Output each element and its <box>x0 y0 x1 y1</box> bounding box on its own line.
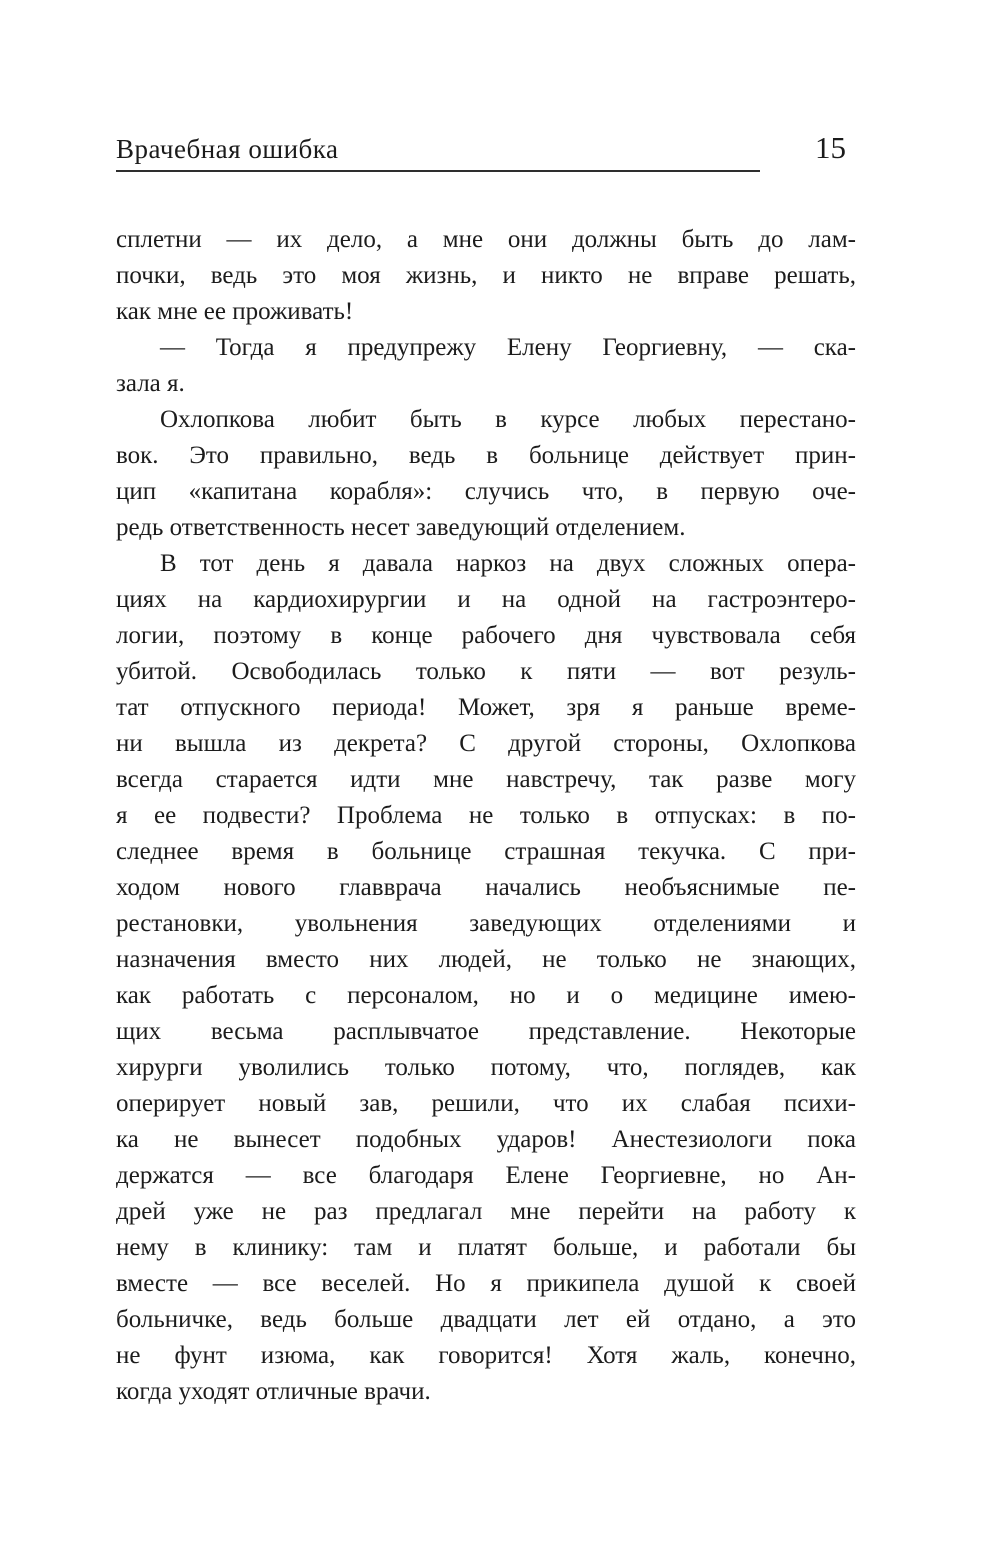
paragraph <box>116 222 856 330</box>
text-line: я ее подвести? Проблема не только в отпусках: в по- <box>116 802 856 829</box>
paragraph <box>116 330 856 402</box>
text-line: ни вышла из декрета? С другой стороны, Охлопкова <box>116 730 856 757</box>
text-line: ходом нового главврача начались необъяснимые пе- <box>116 874 856 901</box>
text-line: как работать с персоналом, но и о медицине имею- <box>116 982 856 1009</box>
text-line: не фунт изюма, как говорится! Хотя жаль, конечно, <box>116 1342 856 1369</box>
text-line: тат отпускного периода! Может, зря я раньше време- <box>116 694 856 721</box>
text-line: логии, поэтому в конце рабочего дня чувствовала себя <box>116 622 856 649</box>
text-line: следнее время в больнице страшная текучка. С при- <box>116 838 856 865</box>
text-line: всегда старается идти мне навстречу, так разве могу <box>116 766 856 793</box>
text-line: рестановки, увольнения заведующих отделениями и <box>116 910 856 937</box>
text-line: хирурги уволились только потому, что, поглядев, как <box>116 1054 856 1081</box>
text-line: щих весьма расплывчатое представление. Некоторые <box>116 1018 856 1045</box>
text-line: когда уходят отличные врачи. <box>116 1378 431 1405</box>
text-line: — Тогда я предупрежу Елену Георгиевну, — ска- <box>160 334 856 361</box>
text-line: нему в клинику: там и платят больше, и работали бы <box>116 1234 856 1261</box>
text-line: оперирует новый зав, решили, что их слабая психи- <box>116 1090 856 1117</box>
text-block <box>116 222 856 1410</box>
text-line: как мне ее проживать! <box>116 298 354 325</box>
text-line: вок. Это правильно, ведь в больнице действует прин- <box>116 442 856 469</box>
text-line: вместе — все веселей. Но я прикипела душой к своей <box>116 1270 856 1297</box>
paragraph <box>116 402 856 546</box>
text-line: цип «капитана корабля»: случись что, в первую оче- <box>116 478 856 505</box>
paragraph <box>116 546 856 1410</box>
text-line: Охлопкова любит быть в курсе любых перестано- <box>160 406 856 433</box>
running-title: Врачебная ошибка <box>116 134 339 164</box>
text-line: убитой. Освободилась только к пяти — вот резуль- <box>116 658 856 685</box>
text-line: держатся — все благодаря Елене Георгиевне, но Ан- <box>116 1162 856 1189</box>
text-line: назначения вместо них людей, не только не знающих, <box>116 946 856 973</box>
text-line: циях на кардиохирургии и на одной на гастроэнтеро- <box>116 586 856 613</box>
page-header <box>116 130 856 196</box>
header-rule <box>116 170 760 172</box>
page-number: 15 <box>815 130 846 165</box>
text-line: почки, ведь это моя жизнь, и никто не вправе решать, <box>116 262 856 289</box>
text-line: редь ответственность несет заведующий отделением. <box>116 514 686 541</box>
text-line: сплетни — их дело, а мне они должны быть до лам- <box>116 226 856 253</box>
text-line: зала я. <box>116 370 185 397</box>
text-line: дрей уже не раз предлагал мне перейти на работу к <box>116 1198 856 1225</box>
text-line: В тот день я давала наркоз на двух сложных опера- <box>160 550 856 577</box>
text-line: больничке, ведь больше двадцати лет ей отдано, а это <box>116 1306 856 1333</box>
text-line: ка не вынесет подобных ударов! Анестезиологи пока <box>116 1126 856 1153</box>
page-content <box>116 130 856 1410</box>
